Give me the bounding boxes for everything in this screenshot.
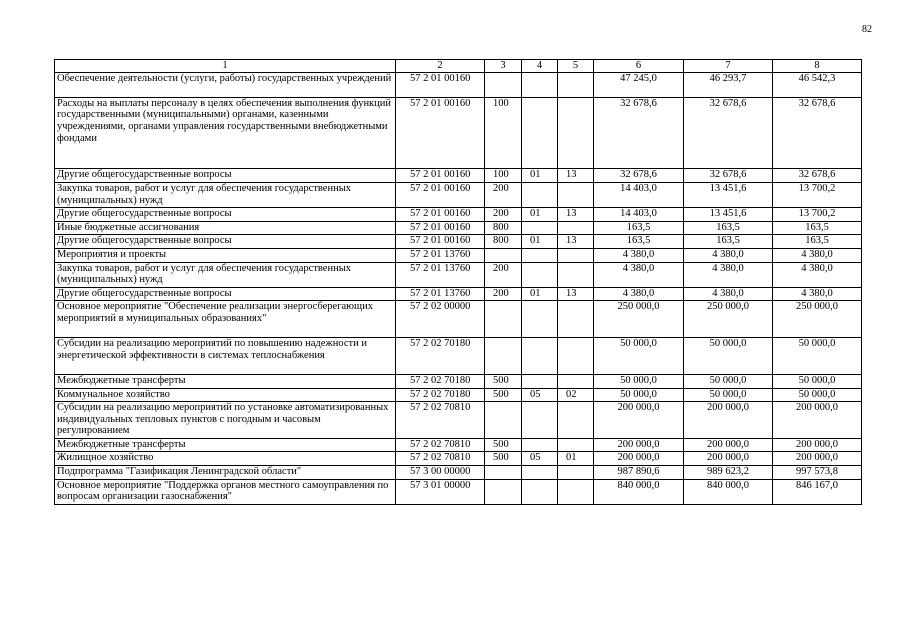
row-year3-cell: 4 380,0	[773, 248, 862, 262]
row-pr-cell	[558, 72, 594, 97]
row-year2-cell: 50 000,0	[684, 374, 773, 388]
row-pr-cell	[558, 301, 594, 338]
row-year3-cell: 50 000,0	[773, 388, 862, 402]
row-year1-cell: 32 678,6	[594, 169, 684, 183]
row-rz-cell	[522, 182, 558, 207]
row-code-cell: 57 3 00 00000	[396, 466, 485, 480]
row-rz-cell: 01	[522, 208, 558, 222]
row-vr-cell	[485, 338, 522, 375]
row-year1-cell: 4 380,0	[594, 262, 684, 287]
row-vr-cell: 200	[485, 262, 522, 287]
table-row	[55, 301, 862, 338]
column-header: 2	[396, 60, 485, 73]
row-rz-cell	[522, 438, 558, 452]
row-year2-cell: 13 451,6	[684, 182, 773, 207]
column-header: 7	[684, 60, 773, 73]
row-vr-cell: 200	[485, 287, 522, 301]
row-code-cell: 57 2 01 13760	[396, 248, 485, 262]
row-name-cell: Мероприятия и проекты	[55, 248, 396, 262]
row-year2-cell: 163,5	[684, 221, 773, 235]
row-year1-cell: 987 890,6	[594, 466, 684, 480]
row-rz-cell	[522, 466, 558, 480]
row-year2-cell: 840 000,0	[684, 479, 773, 504]
row-code-cell: 57 3 01 00000	[396, 479, 485, 504]
row-vr-cell: 800	[485, 235, 522, 249]
table-row	[55, 438, 862, 452]
row-code-cell: 57 2 01 00160	[396, 208, 485, 222]
row-year2-cell: 32 678,6	[684, 169, 773, 183]
row-year1-cell: 4 380,0	[594, 248, 684, 262]
row-code-cell: 57 2 01 00160	[396, 169, 485, 183]
row-year1-cell: 200 000,0	[594, 452, 684, 466]
row-code-cell: 57 2 02 70180	[396, 374, 485, 388]
row-name-cell: Закупка товаров, работ и услуг для обеспечения государственных (муниципальных) нужд	[55, 262, 396, 287]
row-code-cell: 57 2 02 70810	[396, 402, 485, 439]
row-code-cell: 57 2 01 13760	[396, 262, 485, 287]
row-year2-cell: 4 380,0	[684, 248, 773, 262]
table-row	[55, 402, 862, 439]
row-pr-cell	[558, 438, 594, 452]
row-rz-cell: 01	[522, 287, 558, 301]
row-year2-cell: 200 000,0	[684, 402, 773, 439]
row-pr-cell	[558, 248, 594, 262]
row-name-cell: Другие общегосударственные вопросы	[55, 169, 396, 183]
row-year3-cell: 50 000,0	[773, 338, 862, 375]
table-row	[55, 235, 862, 249]
row-vr-cell	[485, 301, 522, 338]
row-pr-cell	[558, 479, 594, 504]
row-rz-cell	[522, 262, 558, 287]
row-vr-cell: 500	[485, 452, 522, 466]
header-row	[55, 60, 862, 73]
row-rz-cell	[522, 402, 558, 439]
row-year2-cell: 163,5	[684, 235, 773, 249]
row-rz-cell	[522, 338, 558, 375]
row-name-cell: Расходы на выплаты персоналу в целях обеспечения выполнения функций государственными (муниципальными) органами, казенными учреждениями, органами управления государственными внебюджетными фондами	[55, 97, 396, 169]
row-pr-cell: 01	[558, 452, 594, 466]
row-vr-cell: 500	[485, 438, 522, 452]
table-row	[55, 479, 862, 504]
row-rz-cell: 05	[522, 452, 558, 466]
table-row	[55, 262, 862, 287]
row-vr-cell: 200	[485, 208, 522, 222]
row-year3-cell: 4 380,0	[773, 262, 862, 287]
row-code-cell: 57 2 01 00160	[396, 72, 485, 97]
table-row	[55, 374, 862, 388]
row-year2-cell: 46 293,7	[684, 72, 773, 97]
row-code-cell: 57 2 02 00000	[396, 301, 485, 338]
row-year1-cell: 50 000,0	[594, 338, 684, 375]
row-year1-cell: 47 245,0	[594, 72, 684, 97]
row-code-cell: 57 2 02 70180	[396, 388, 485, 402]
column-header: 6	[594, 60, 684, 73]
row-year1-cell: 250 000,0	[594, 301, 684, 338]
row-name-cell: Субсидии на реализацию мероприятий по повышению надежности и энергетической эффективности в системах теплоснабжения	[55, 338, 396, 375]
row-year2-cell: 4 380,0	[684, 262, 773, 287]
row-rz-cell	[522, 97, 558, 169]
row-name-cell: Коммунальное хозяйство	[55, 388, 396, 402]
row-rz-cell	[522, 221, 558, 235]
row-pr-cell	[558, 262, 594, 287]
row-vr-cell: 500	[485, 388, 522, 402]
table-row	[55, 72, 862, 97]
row-vr-cell: 500	[485, 374, 522, 388]
column-header: 4	[522, 60, 558, 73]
table-row	[55, 452, 862, 466]
row-code-cell: 57 2 01 00160	[396, 97, 485, 169]
row-year1-cell: 200 000,0	[594, 402, 684, 439]
row-pr-cell: 13	[558, 208, 594, 222]
row-year3-cell: 13 700,2	[773, 208, 862, 222]
table-row	[55, 208, 862, 222]
row-year3-cell: 997 573,8	[773, 466, 862, 480]
row-rz-cell	[522, 479, 558, 504]
row-year2-cell: 50 000,0	[684, 338, 773, 375]
table-row	[55, 97, 862, 169]
row-year3-cell: 846 167,0	[773, 479, 862, 504]
row-vr-cell	[485, 248, 522, 262]
row-name-cell: Другие общегосударственные вопросы	[55, 287, 396, 301]
row-vr-cell	[485, 479, 522, 504]
row-year2-cell: 4 380,0	[684, 287, 773, 301]
row-name-cell: Иные бюджетные ассигнования	[55, 221, 396, 235]
row-year2-cell: 32 678,6	[684, 97, 773, 169]
row-code-cell: 57 2 01 13760	[396, 287, 485, 301]
row-year3-cell: 32 678,6	[773, 169, 862, 183]
row-pr-cell	[558, 402, 594, 439]
row-year1-cell: 163,5	[594, 235, 684, 249]
row-name-cell: Субсидии на реализацию мероприятий по установке автоматизированных индивидуальных тепловых пунктов с погодным и часовым регулированием	[55, 402, 396, 439]
row-name-cell: Межбюджетные трансферты	[55, 438, 396, 452]
row-year3-cell: 200 000,0	[773, 452, 862, 466]
column-header: 8	[773, 60, 862, 73]
row-year3-cell: 32 678,6	[773, 97, 862, 169]
budget-table	[54, 59, 862, 505]
table-row	[55, 338, 862, 375]
row-code-cell: 57 2 02 70810	[396, 452, 485, 466]
row-year3-cell: 250 000,0	[773, 301, 862, 338]
row-code-cell: 57 2 01 00160	[396, 221, 485, 235]
row-name-cell: Подпрограмма "Газификация Ленинградской области"	[55, 466, 396, 480]
row-year2-cell: 989 623,2	[684, 466, 773, 480]
table-row	[55, 466, 862, 480]
row-rz-cell	[522, 72, 558, 97]
row-name-cell: Другие общегосударственные вопросы	[55, 208, 396, 222]
row-year1-cell: 32 678,6	[594, 97, 684, 169]
row-pr-cell	[558, 182, 594, 207]
row-name-cell: Другие общегосударственные вопросы	[55, 235, 396, 249]
row-pr-cell: 13	[558, 235, 594, 249]
row-pr-cell: 02	[558, 388, 594, 402]
table-row	[55, 182, 862, 207]
row-rz-cell: 01	[522, 235, 558, 249]
row-year3-cell: 13 700,2	[773, 182, 862, 207]
table-row	[55, 221, 862, 235]
row-vr-cell	[485, 72, 522, 97]
row-pr-cell	[558, 374, 594, 388]
row-pr-cell	[558, 97, 594, 169]
table-row	[55, 287, 862, 301]
row-code-cell: 57 2 02 70810	[396, 438, 485, 452]
table-body	[55, 72, 862, 504]
row-year1-cell: 14 403,0	[594, 182, 684, 207]
row-code-cell: 57 2 01 00160	[396, 235, 485, 249]
row-name-cell: Межбюджетные трансферты	[55, 374, 396, 388]
row-vr-cell: 100	[485, 97, 522, 169]
row-year1-cell: 14 403,0	[594, 208, 684, 222]
row-year1-cell: 200 000,0	[594, 438, 684, 452]
row-year1-cell: 50 000,0	[594, 374, 684, 388]
row-name-cell: Обеспечение деятельности (услуги, работы) государственных учреждений	[55, 72, 396, 97]
row-name-cell: Основное мероприятие "Обеспечение реализации энергосберегающих мероприятий в муниципальных образованиях"	[55, 301, 396, 338]
table-row	[55, 388, 862, 402]
table-row	[55, 248, 862, 262]
table-row	[55, 169, 862, 183]
row-pr-cell: 13	[558, 287, 594, 301]
row-vr-cell: 100	[485, 169, 522, 183]
row-code-cell: 57 2 02 70180	[396, 338, 485, 375]
row-year2-cell: 250 000,0	[684, 301, 773, 338]
row-vr-cell	[485, 466, 522, 480]
row-pr-cell	[558, 338, 594, 375]
row-year1-cell: 163,5	[594, 221, 684, 235]
row-year2-cell: 50 000,0	[684, 388, 773, 402]
row-rz-cell: 05	[522, 388, 558, 402]
row-pr-cell: 13	[558, 169, 594, 183]
row-vr-cell: 800	[485, 221, 522, 235]
row-year3-cell: 46 542,3	[773, 72, 862, 97]
row-vr-cell	[485, 402, 522, 439]
page-number: 82	[862, 24, 872, 35]
row-rz-cell: 01	[522, 169, 558, 183]
row-code-cell: 57 2 01 00160	[396, 182, 485, 207]
row-year2-cell: 200 000,0	[684, 438, 773, 452]
row-year2-cell: 200 000,0	[684, 452, 773, 466]
row-year1-cell: 50 000,0	[594, 388, 684, 402]
row-rz-cell	[522, 374, 558, 388]
row-year3-cell: 163,5	[773, 235, 862, 249]
row-name-cell: Закупка товаров, работ и услуг для обеспечения государственных (муниципальных) нужд	[55, 182, 396, 207]
row-rz-cell	[522, 301, 558, 338]
row-year3-cell: 200 000,0	[773, 402, 862, 439]
row-year1-cell: 840 000,0	[594, 479, 684, 504]
row-vr-cell: 200	[485, 182, 522, 207]
row-year3-cell: 163,5	[773, 221, 862, 235]
column-header: 5	[558, 60, 594, 73]
row-rz-cell	[522, 248, 558, 262]
row-name-cell: Основное мероприятие "Поддержка органов местного самоуправления по вопросам организации газоснабжения"	[55, 479, 396, 504]
row-pr-cell	[558, 221, 594, 235]
row-year2-cell: 13 451,6	[684, 208, 773, 222]
column-header: 1	[55, 60, 396, 73]
column-header: 3	[485, 60, 522, 73]
row-name-cell: Жилищное хозяйство	[55, 452, 396, 466]
row-pr-cell	[558, 466, 594, 480]
row-year1-cell: 4 380,0	[594, 287, 684, 301]
row-year3-cell: 4 380,0	[773, 287, 862, 301]
row-year3-cell: 50 000,0	[773, 374, 862, 388]
row-year3-cell: 200 000,0	[773, 438, 862, 452]
